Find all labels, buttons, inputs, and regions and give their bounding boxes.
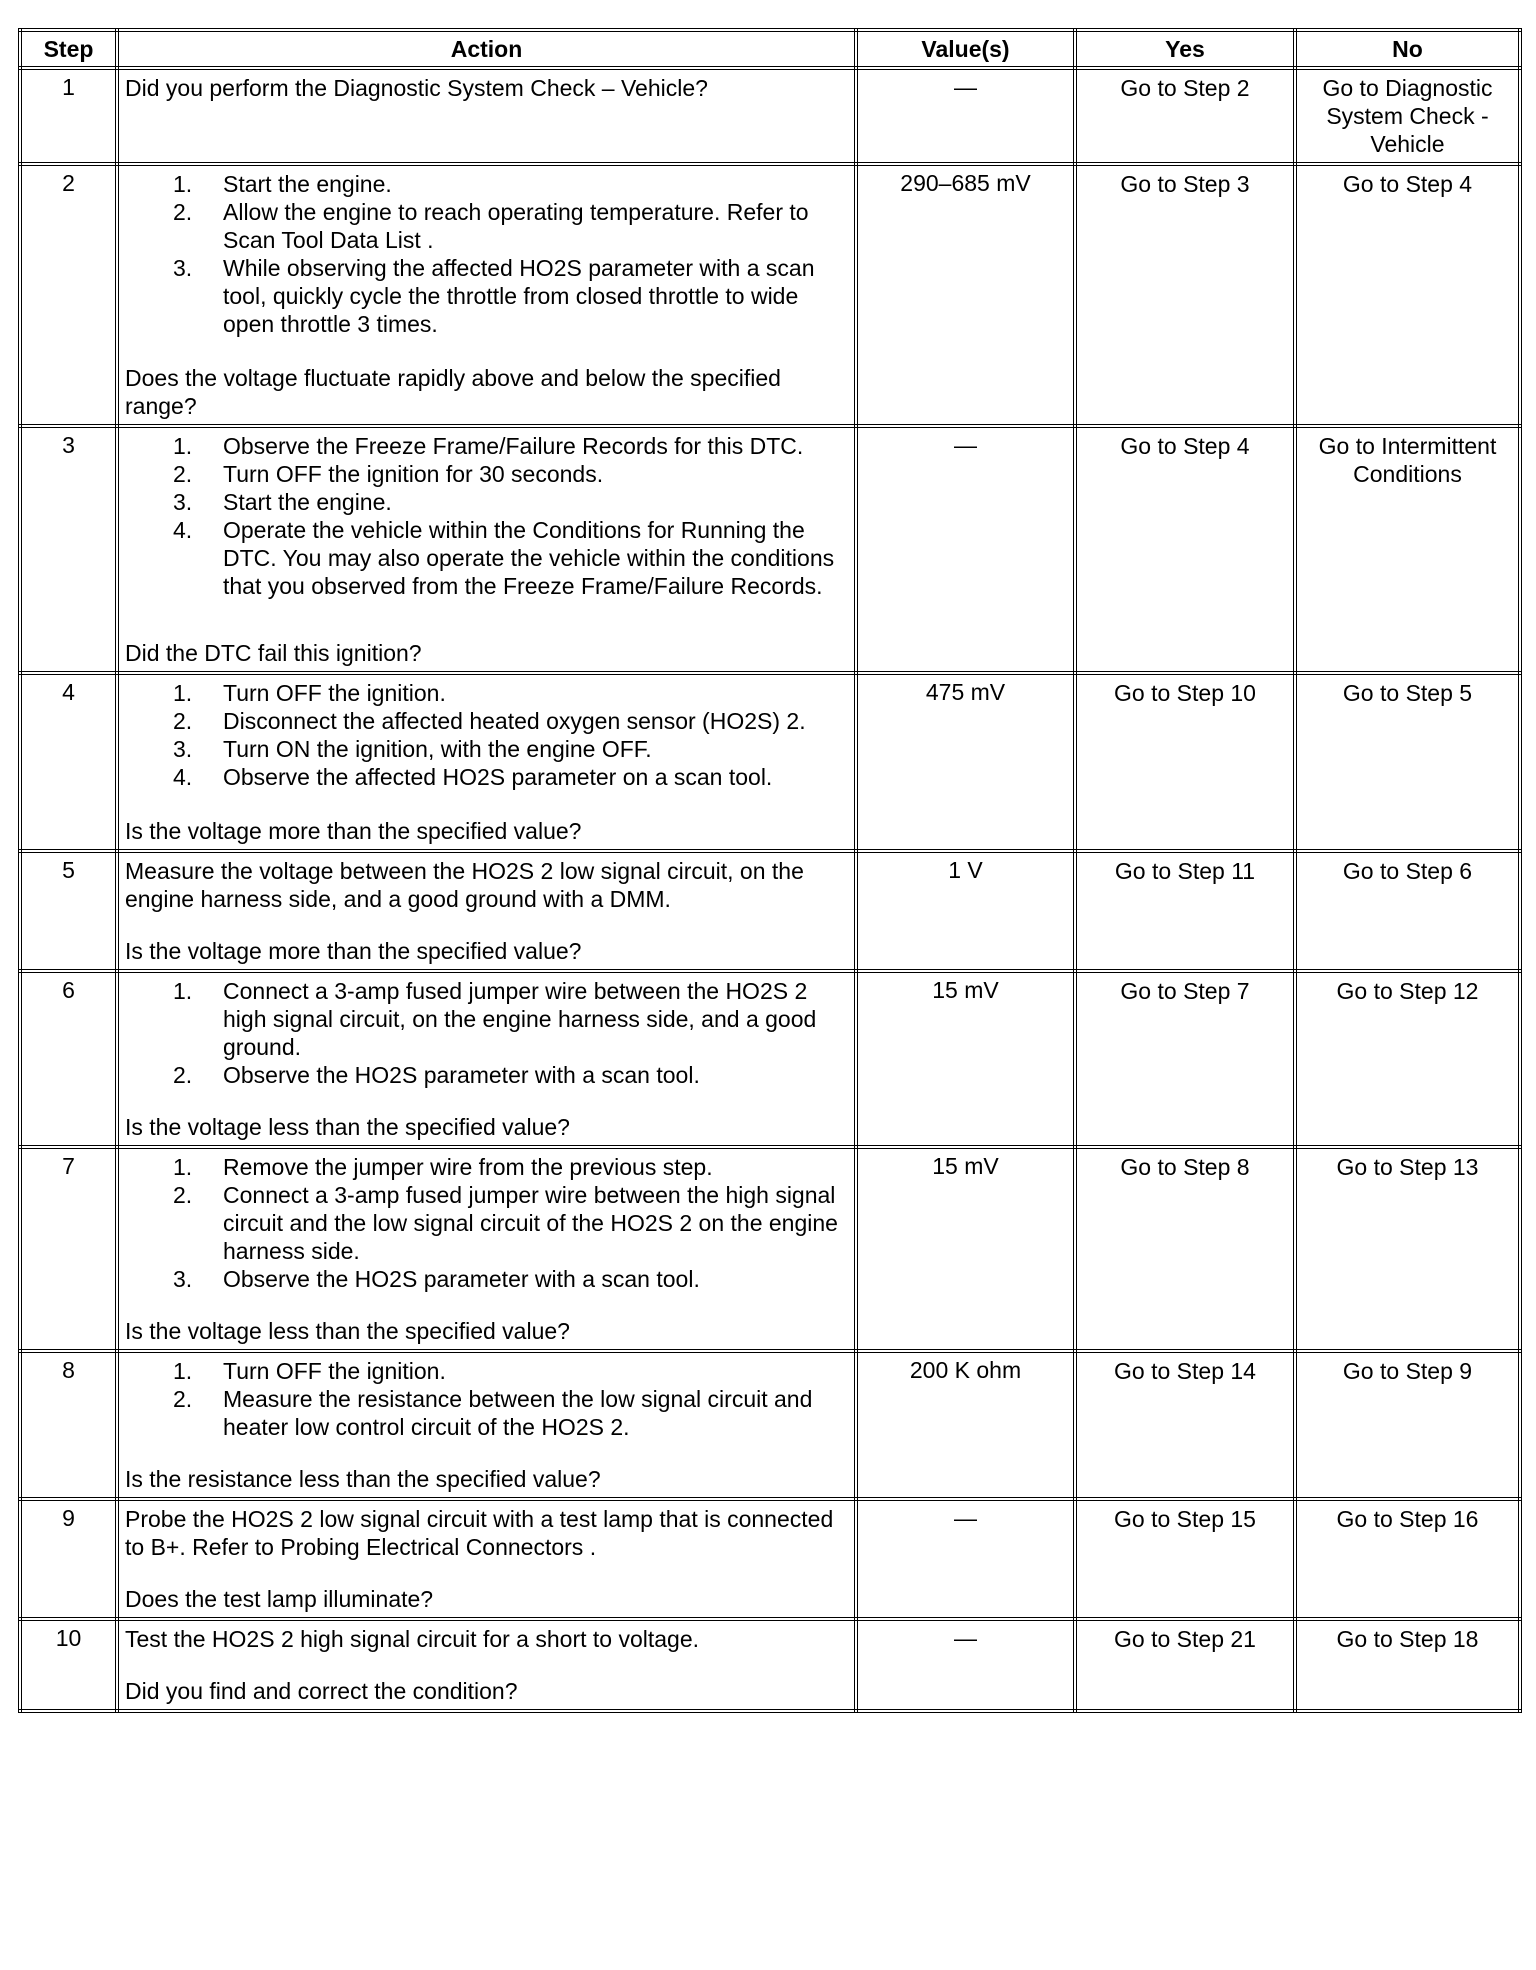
list-item-number: 3. [173,489,193,515]
list-item-number: 1. [173,171,193,197]
table-row [20,851,1520,971]
header-values: Value(s) [856,30,1075,68]
yes-outcome [1075,1619,1295,1711]
action-question: Is the voltage less than the specified value? [125,1114,570,1140]
header-action: Action [117,30,856,68]
yes-outcome [1075,673,1295,851]
yes-outcome [1075,426,1295,673]
no-outcome [1295,1619,1520,1711]
list-item-text: Disconnect the affected heated oxygen sensor (HO2S) 2. [223,708,806,734]
specified-value: 475 mV [856,673,1075,851]
list-item-text: While observing the affected HO2S parameter with a scan tool, quickly cycle the throttle from closed throttle to wide open throttle 3 times. [223,255,815,337]
no-outcome-text: Go to Intermittent Conditions [1318,433,1497,487]
list-item-number: 4. [173,764,193,790]
specified-value: 200 K ohm [856,1351,1075,1499]
table-row [20,1351,1520,1499]
no-outcome [1295,1147,1520,1351]
list-item [173,679,848,707]
action-content [125,1505,848,1613]
yes-outcome [1075,164,1295,426]
action-content [125,679,848,845]
list-item-number: 1. [173,1154,193,1180]
yes-outcome-text: Go to Step 11 [1114,858,1256,884]
action-cell [117,1499,856,1619]
yes-outcome [1075,1351,1295,1499]
no-outcome [1295,68,1520,164]
no-outcome-text: Go to Step 9 [1342,1358,1473,1384]
header-row [20,30,1520,68]
action-text: Did you perform the Diagnostic System Check – Vehicle? [125,75,708,101]
list-item [173,198,848,254]
action-steps-list [125,1153,848,1293]
list-item-number: 2. [173,708,193,734]
table-row [20,68,1520,164]
list-item-text: Start the engine. [223,171,392,197]
list-item-text: Connect a 3-amp fused jumper wire between the HO2S 2 high signal circuit, on the engine harness side, and a good ground. [223,978,817,1060]
list-item-text: Turn ON the ignition, with the engine OFF. [223,736,652,762]
table-row [20,164,1520,426]
step-number: 8 [20,1351,117,1499]
action-steps-list [125,1357,848,1441]
action-content [125,74,848,140]
list-item [173,460,848,488]
specified-value: 15 mV [856,971,1075,1147]
action-instructions [125,170,848,338]
yes-outcome [1075,851,1295,971]
list-item-number: 3. [173,255,193,281]
action-cell [117,426,856,673]
list-item-number: 2. [173,1182,193,1208]
yes-outcome [1075,68,1295,164]
action-steps-list [125,432,848,600]
list-item-text: Measure the resistance between the low signal circuit and heater low control circuit of the HO2S 2. [223,1386,813,1440]
header-step: Step [20,30,117,68]
action-question: Does the voltage fluctuate rapidly above and below the specified range? [125,365,781,419]
no-outcome-text: Go to Step 5 [1342,680,1473,706]
action-question: Does the test lamp illuminate? [125,1586,434,1612]
yes-outcome-text: Go to Step 7 [1120,978,1250,1004]
action-question: Is the voltage less than the specified value? [125,1318,570,1344]
action-cell [117,971,856,1147]
list-item [173,707,848,735]
list-item-text: Start the engine. [223,489,392,515]
no-outcome [1295,673,1520,851]
table-row [20,1147,1520,1351]
yes-outcome [1075,1147,1295,1351]
step-number: 1 [20,68,117,164]
table-row [20,1499,1520,1619]
table-row [20,426,1520,673]
list-item [173,977,848,1061]
no-outcome [1295,1351,1520,1499]
action-instructions [125,1357,848,1441]
action-cell [117,1147,856,1351]
list-item [173,432,848,460]
list-item [173,1385,848,1441]
action-text: Probe the HO2S 2 low signal circuit with a test lamp that is connected to B+. Refer to Probing Electrical Connectors . [125,1506,834,1560]
action-instructions [125,977,848,1089]
yes-outcome-text: Go to Step 8 [1120,1154,1250,1180]
yes-outcome-text: Go to Step 10 [1114,680,1256,706]
action-text: Test the HO2S 2 high signal circuit for a short to voltage. [125,1626,700,1652]
diagnostic-table [18,28,1522,1713]
list-item-number: 2. [173,199,193,225]
action-cell [117,851,856,971]
list-item-text: Observe the affected HO2S parameter on a scan tool. [223,764,773,790]
list-item-text: Operate the vehicle within the Conditions for Running the DTC. You may also operate the vehicle within the conditions that you observed from the Freeze Frame/Failure Records. [223,517,835,599]
no-outcome [1295,426,1520,673]
action-question: Did you find and correct the condition? [125,1678,518,1704]
specified-value: 1 V [856,851,1075,971]
list-item [173,763,848,791]
list-item-text: Allow the engine to reach operating temperature. Refer to Scan Tool Data List . [223,199,809,253]
action-text: Measure the voltage between the HO2S 2 low signal circuit, on the engine harness side, and a good ground with a DMM. [125,858,804,912]
diagnostic-page [18,28,1518,1713]
specified-value: — [856,1499,1075,1619]
table-row [20,673,1520,851]
no-outcome [1295,164,1520,426]
list-item [173,1265,848,1293]
step-number: 3 [20,426,117,673]
action-question: Is the voltage more than the specified value? [125,818,582,844]
list-item-number: 4. [173,517,193,543]
yes-outcome [1075,1499,1295,1619]
list-item-text: Observe the HO2S parameter with a scan tool. [223,1266,700,1292]
header-no: No [1295,30,1520,68]
table-row [20,971,1520,1147]
no-outcome [1295,971,1520,1147]
specified-value: 15 mV [856,1147,1075,1351]
action-cell [117,673,856,851]
list-item-number: 2. [173,1062,193,1088]
list-item-number: 1. [173,433,193,459]
list-item-number: 1. [173,1358,193,1384]
specified-value: — [856,68,1075,164]
list-item [173,170,848,198]
action-cell [117,68,856,164]
action-cell [117,1351,856,1499]
list-item [173,488,848,516]
action-instructions [125,1625,848,1653]
action-instructions [125,74,848,102]
action-question: Did the DTC fail this ignition? [125,640,422,666]
step-number: 10 [20,1619,117,1711]
specified-value: — [856,426,1075,673]
no-outcome-text: Go to Diagnostic System Check - Vehicle [1322,75,1493,157]
list-item-number: 3. [173,1266,193,1292]
specified-value: 290–685 mV [856,164,1075,426]
action-instructions [125,1153,848,1293]
list-item-number: 1. [173,680,193,706]
list-item [173,1153,848,1181]
list-item-text: Connect a 3-amp fused jumper wire between the high signal circuit and the low signal circuit of the HO2S 2 on the engine harness side. [223,1182,838,1264]
list-item-text: Turn OFF the ignition for 30 seconds. [223,461,604,487]
action-cell [117,1619,856,1711]
list-item [173,1357,848,1385]
action-steps-list [125,679,848,791]
list-item [173,516,848,600]
list-item-number: 2. [173,461,193,487]
action-steps-list [125,977,848,1089]
header-yes: Yes [1075,30,1295,68]
action-instructions [125,432,848,600]
list-item [173,735,848,763]
action-content [125,170,848,420]
action-content [125,432,848,667]
no-outcome-text: Go to Step 13 [1336,1154,1479,1180]
step-number: 5 [20,851,117,971]
specified-value: — [856,1619,1075,1711]
list-item-number: 1. [173,978,193,1004]
yes-outcome-text: Go to Step 14 [1114,1358,1256,1384]
action-content [125,977,848,1141]
no-outcome-text: Go to Step 18 [1336,1626,1479,1652]
list-item-text: Observe the HO2S parameter with a scan tool. [223,1062,700,1088]
no-outcome-text: Go to Step 4 [1342,171,1473,197]
no-outcome-text: Go to Step 6 [1342,858,1473,884]
table-body [20,68,1520,1711]
action-question: Is the voltage more than the specified value? [125,938,582,964]
no-outcome [1295,1499,1520,1619]
list-item-number: 3. [173,736,193,762]
action-content [125,1153,848,1345]
yes-outcome-text: Go to Step 15 [1114,1506,1256,1532]
action-instructions [125,679,848,791]
action-content [125,1357,848,1493]
yes-outcome-text: Go to Step 3 [1120,171,1250,197]
action-instructions [125,857,848,913]
action-content [125,857,848,965]
list-item [173,1061,848,1089]
action-content [125,1625,848,1705]
yes-outcome [1075,971,1295,1147]
step-number: 4 [20,673,117,851]
action-instructions [125,1505,848,1561]
table-row [20,1619,1520,1711]
step-number: 9 [20,1499,117,1619]
yes-outcome-text: Go to Step 21 [1114,1626,1256,1652]
list-item-text: Remove the jumper wire from the previous step. [223,1154,713,1180]
step-number: 2 [20,164,117,426]
list-item [173,1181,848,1265]
step-number: 7 [20,1147,117,1351]
list-item-text: Observe the Freeze Frame/Failure Records for this DTC. [223,433,804,459]
list-item-text: Turn OFF the ignition. [223,1358,446,1384]
list-item [173,254,848,338]
list-item-number: 2. [173,1386,193,1412]
action-steps-list [125,170,848,338]
list-item-text: Turn OFF the ignition. [223,680,446,706]
no-outcome-text: Go to Step 12 [1336,978,1479,1004]
action-cell [117,164,856,426]
yes-outcome-text: Go to Step 2 [1120,75,1250,101]
action-question: Is the resistance less than the specified value? [125,1466,601,1492]
no-outcome [1295,851,1520,971]
yes-outcome-text: Go to Step 4 [1120,433,1250,459]
step-number: 6 [20,971,117,1147]
no-outcome-text: Go to Step 16 [1336,1506,1479,1532]
